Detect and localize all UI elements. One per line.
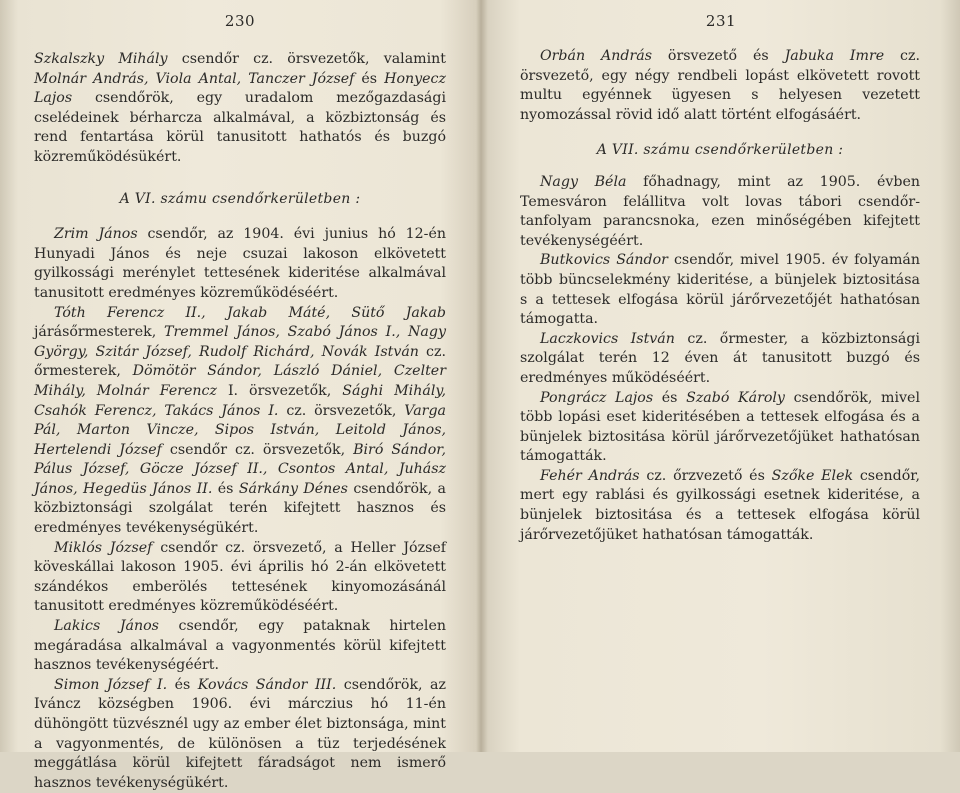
left-page-text: [34, 50, 446, 793]
page-number-left: 230: [224, 12, 256, 30]
right-page-text: [520, 47, 920, 545]
left-paragraph: Szkalszky Mihály csendőr cz. örsvezetők, valamint Molnár András, Viola Antal, Tanczer József és Honyecz Lajos csendőrök, egy uradalom mezőgazdasági cselédeinek bérharcza alkalmával, a közbiztonság és rend fentartása körül tanusitott hathatós és buzgó közreműködésükért.: [34, 51, 446, 165]
left-paragraph: Lakics János csendőr, egy pataknak hirtelen megáradása alkalmával a vagyonmentés körül kifejtett hasznos tevékenységéért.: [34, 618, 447, 674]
right-paragraph: Laczkovics István cz. őrmester, a közbiztonsági szolgálat terén 12 éven át tanusitott buzgó és eredményes működéséért.: [520, 330, 920, 386]
left-paragraph: Simon József I. és Kovács Sándor III. csendőrök, az Iváncz községben 1906. évi márczius hó 11-én dühöngött tüzvésznél ugy az ember élet biztonsága, mint a vagyonmentés, de különösen a tüz terjedésének meggátlása körül kifejtett fáradságot nem ismerő hasznos tevékenységükért.: [34, 676, 446, 791]
right-paragraph: Butkovics Sándor csendőr, mivel 1905. év folyamán több büncselekmény kideritése, a bünjelek biztositása s a tettesek elfogása körül járőrvezetőjét hathatósan támogatta.: [520, 252, 920, 328]
right-page: [482, 0, 960, 752]
page-number-right: 231: [705, 12, 737, 30]
left-paragraph: Miklós József csendőr cz. örsvezető, a Heller József köveskállai lakoson 1905. évi április hó 2-án elkövetett szándékos emberölés tettesének kinyomozásánál tanusitott eredményes közreműködéséért.: [34, 539, 446, 615]
right-paragraph: Nagy Béla főhadnagy, mint az 1905. évben Temesváron felállitva volt lovas tábori csendőr-tanfolyam parancsnoka, ezen minőségében kifejtett tevékenységéért.: [520, 173, 920, 249]
right-paragraph: Pongrácz Lajos és Szabó Károly csendőrök, mivel több lopási eset kideritésében a tettesek elfogása és a bünjelek biztositása körül járőrvezetőjüket hathatósan támogatták.: [520, 389, 920, 465]
left-paragraph: Tóth Ferencz II., Jakab Máté, Sütő Jakab járásőrmesterek, Tremmel János, Szabó János I., Nagy György, Szitár József, Rudolf Richárd, Novák István cz. őrmesterek, Dömötör Sándor, László Dániel, Czelter Mihály, Molnár Ferencz I. örsvezetők, Sághi Mihály, Csahók Ferencz, Takács János I. cz. örsvezetők, Varga Pál, Marton Vincze, Sipos István, Leitold János, Hertelendi József csendőr cz. örsvezetők, Biró Sándor, Pálus József, Göcze József II., Csontos Antal, Juhász János, Hegedüs János II. és Sárkány Dénes csendőrök, a közbiztonsági szolgálat terén kifejtett hasznos és eredményes tevékenységükért.: [34, 304, 447, 537]
section-heading-vi: A VI. számu csendőrkerületben :: [119, 190, 361, 207]
left-page: [0, 0, 480, 791]
right-paragraph: Fehér András cz. őrzvezető és Szőke Elek csendőr, mert egy rablási és gyilkossági esetnek kideritése, a bünjelek biztositása és a tettesek elfogása körül járőrvezetőjüket hathatósan támogatták.: [520, 467, 920, 543]
section-heading-vii: A VII. számu csendőrkerületben :: [596, 142, 844, 159]
left-paragraph: Zrim János csendőr, az 1904. évi junius hó 12-én Hunyadi János és neje csuzai lakoson elkövetett gyilkossági merénylet tettesének kideritése alkalmával tanusitott eredményes közreműködéséért.: [34, 226, 446, 301]
right-paragraph: Orbán András örsvezető és Jabuka Imre cz. örsvezető, egy négy rendbeli lopást elkövetett rovott multu egyénnek ügyesen s helyesen vezetett nyomozással rövid idő alatt történt elfogásáért.: [520, 48, 920, 123]
